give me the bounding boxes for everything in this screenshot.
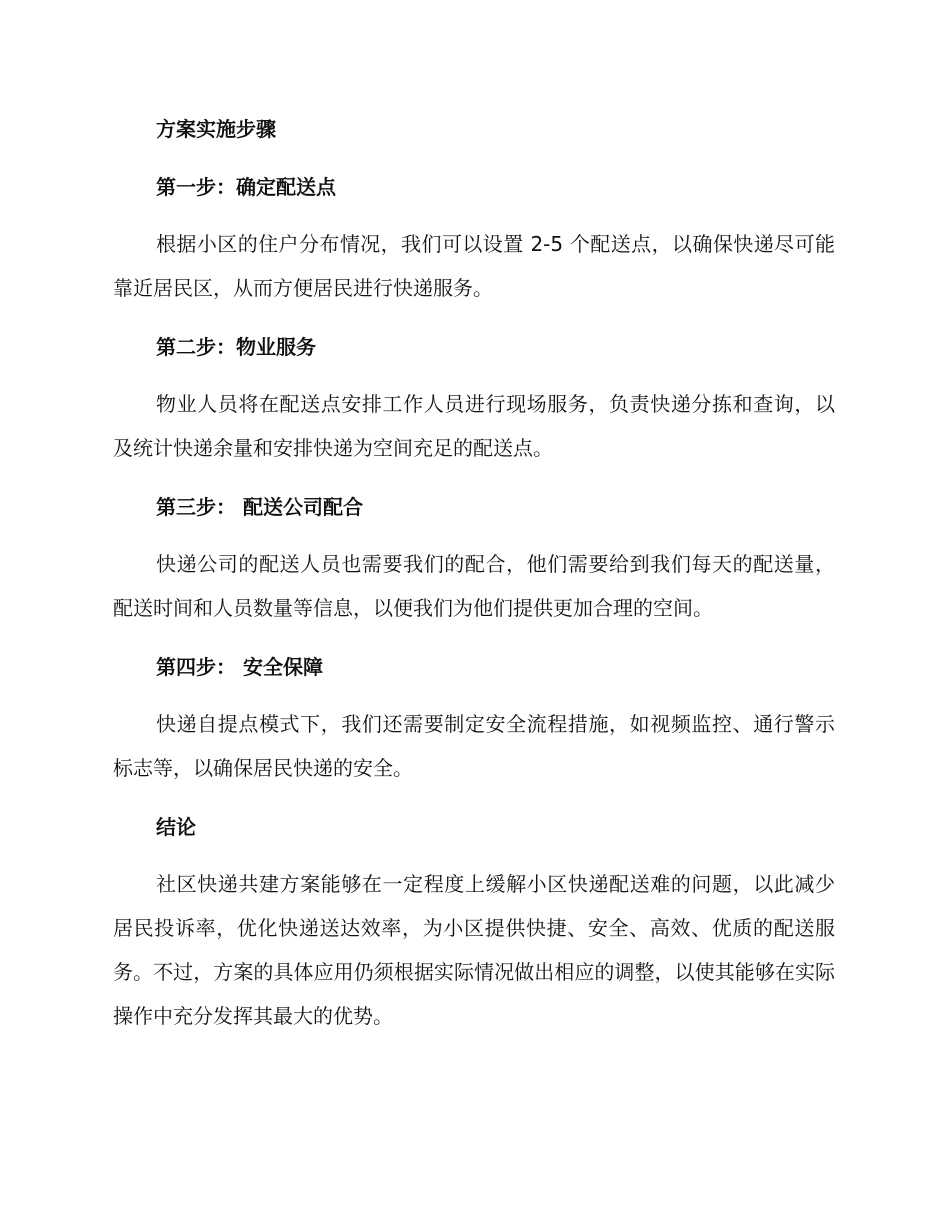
step4-heading: 第四步： 安全保障: [156, 655, 323, 679]
step2-heading: 第二步：物业服务: [156, 335, 316, 359]
step3-heading: 第三步： 配送公司配合: [156, 495, 363, 519]
step1-body: 根据小区的住户分布情况，我们可以设置 2-5 个配送点，以确保快递尽可能靠近居民区，从而方便居民进行快递服务。: [113, 232, 835, 300]
conclusion-body: 社区快递共建方案能够在一定程度上缓解小区快递配送难的问题，以此减少居民投诉率，优化快递送达效率，为小区提供快捷、安全、高效、优质的配送服务。不过，方案的具体应用仍须根据实际情况做出相应的调整，以使其能够在实际操作中充分发挥其最大的优势。: [113, 872, 835, 1028]
step2-body: 物业人员将在配送点安排工作人员进行现场服务，负责快递分拣和查询，以及统计快递余量和安排快递为空间充足的配送点。: [113, 392, 835, 460]
step3-body: 快递公司的配送人员也需要我们的配合，他们需要给到我们每天的配送量，配送时间和人员数量等信息，以便我们为他们提供更加合理的空间。: [113, 552, 835, 620]
section-title: 方案实施步骤: [156, 117, 276, 141]
step4-body: 快递自提点模式下，我们还需要制定安全流程措施，如视频监控、通行警示标志等，以确保居民快递的安全。: [113, 712, 835, 780]
step1-heading: 第一步：确定配送点: [156, 175, 336, 199]
conclusion-heading: 结论: [156, 815, 196, 839]
